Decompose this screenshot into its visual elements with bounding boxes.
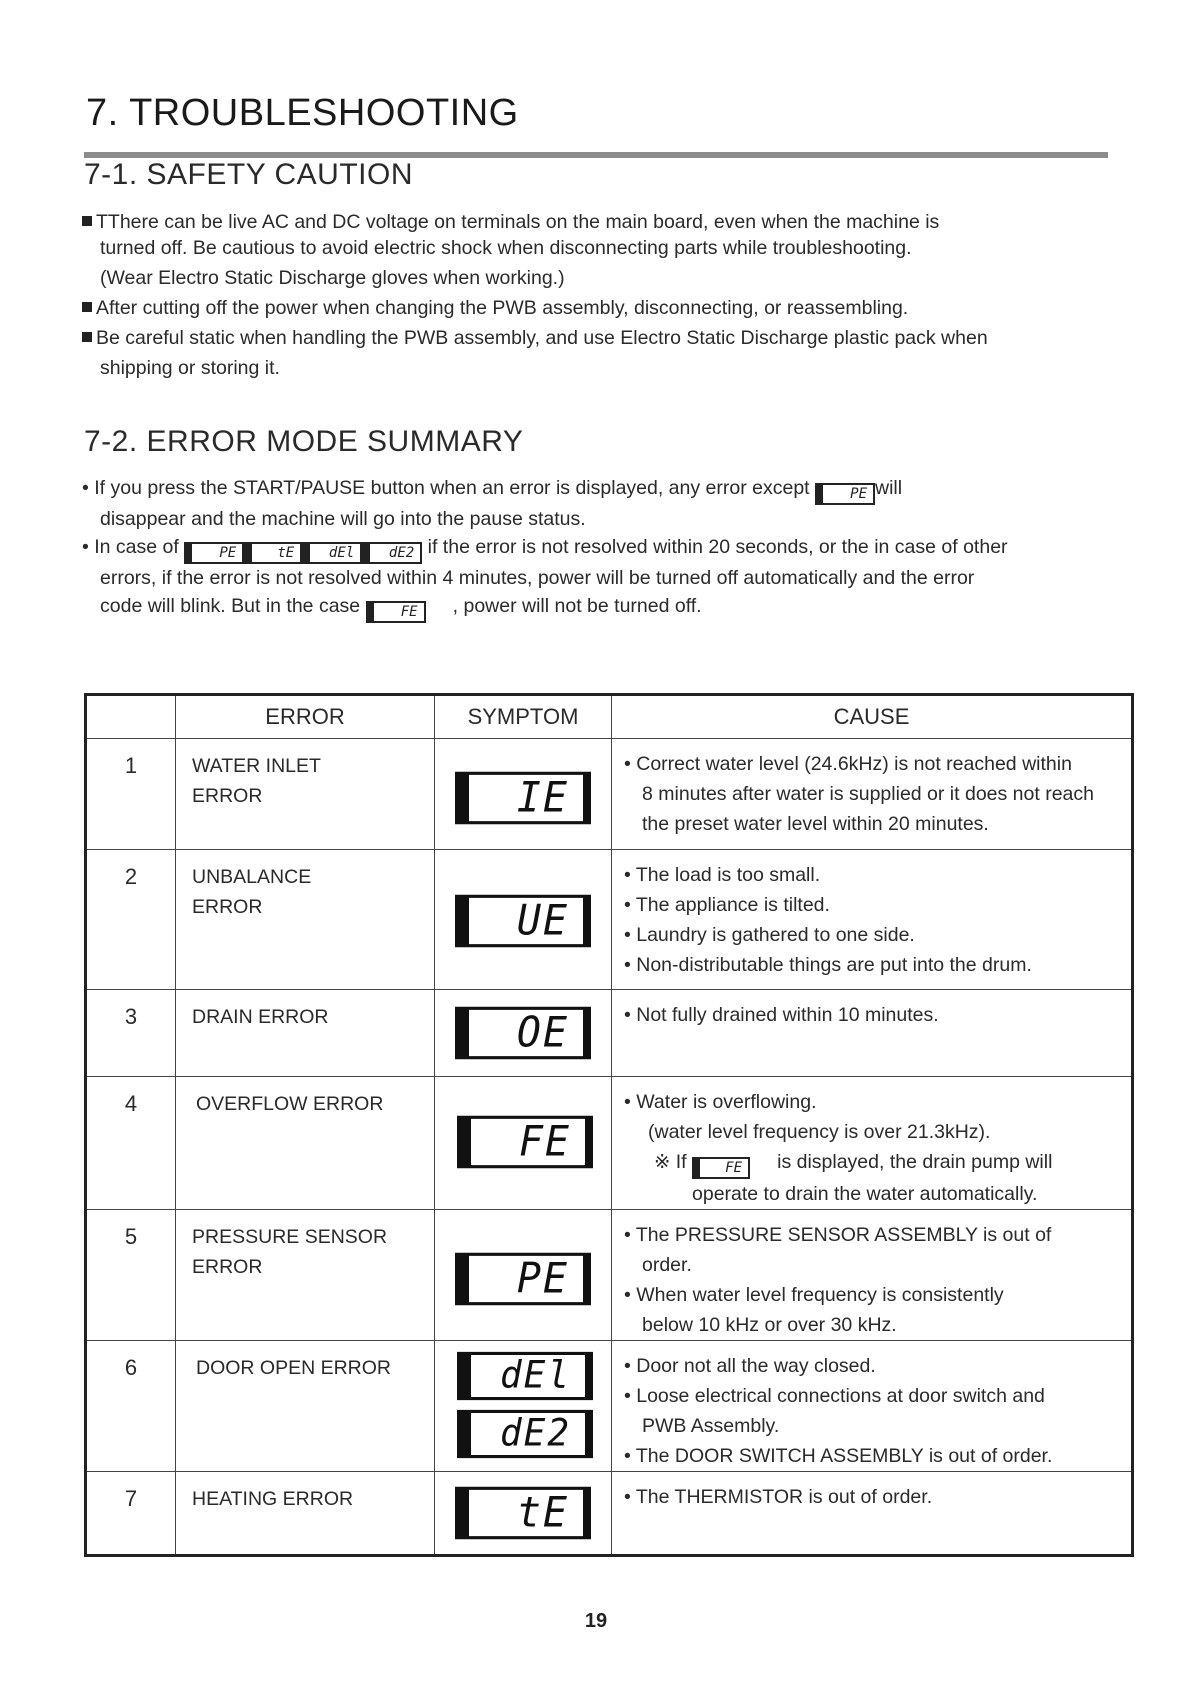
symptom-cell (435, 1341, 612, 1472)
summary-text (82, 474, 1182, 623)
table-row (86, 1472, 1133, 1556)
table-row (86, 739, 1133, 850)
safety-caution-text (82, 207, 1182, 383)
symptom-cell (435, 990, 612, 1077)
table-row (86, 1077, 1133, 1210)
cause-cell: • The PRESSURE SENSOR ASSEMBLY is out of order. • When water level frequency is consistently below 10 kHz or over 30 kHz. (612, 1210, 1133, 1341)
summary-line-4: errors, if the error is not resolved within 4 minutes, power will be turned off automatically and the error (100, 567, 975, 589)
header-cause: CAUSE (612, 695, 1133, 739)
pe-code-inline: PE (184, 542, 244, 564)
symptom-cell (435, 850, 612, 990)
symptom-cell (435, 1210, 612, 1341)
error-name: DRAIN ERROR (176, 990, 435, 1077)
summary-line-5: code will blink. But in the case FE , power will not be turned off. (82, 592, 1182, 623)
table-row (86, 1341, 1133, 1472)
lcd-display: OE (455, 1007, 591, 1060)
section-title: 7. TROUBLESHOOTING (86, 92, 519, 134)
row-number: 1 (86, 739, 176, 850)
row-number: 3 (86, 990, 176, 1077)
header-error: ERROR (176, 695, 435, 739)
square-bullet-icon (82, 302, 92, 312)
summary-line-1: • If you press the START/PAUSE button when an error is displayed, any error except PE will (82, 474, 1182, 505)
table-row (86, 990, 1133, 1077)
symptom-cell (435, 1077, 612, 1210)
safety-line-2: turned off. Be cautious to avoid electric shock when disconnecting parts while troubleshooting. (100, 237, 912, 259)
row-number: 4 (86, 1077, 176, 1210)
square-bullet-icon (82, 216, 92, 226)
row-number: 5 (86, 1210, 176, 1341)
table-row (86, 1210, 1133, 1341)
de1-code-inline: dEl (302, 542, 362, 564)
de2-code-inline: dE2 (362, 542, 422, 564)
table-row (86, 850, 1133, 990)
cause-cell: • The THERMISTOR is out of order. (612, 1472, 1133, 1556)
symptom-cell (435, 739, 612, 850)
safety-line-5: Be careful static when handling the PWB assembly, and use Electro Static Discharge plastic pack when (82, 323, 1182, 353)
square-bullet-icon (82, 332, 92, 342)
summary-heading: 7-2. ERROR MODE SUMMARY (84, 425, 524, 458)
cause-cell: • Not fully drained within 10 minutes. (612, 990, 1133, 1077)
row-number: 6 (86, 1341, 176, 1472)
lcd-display: PE (455, 1253, 591, 1306)
safety-line-1: TThere can be live AC and DC voltage on terminals on the main board, even when the machine is (82, 207, 1182, 237)
header-num (86, 695, 176, 739)
error-name: DOOR OPEN ERROR (176, 1341, 435, 1472)
lcd-display: IE (455, 772, 591, 825)
error-name: PRESSURE SENSOR ERROR (176, 1210, 435, 1341)
pe-code-inline: PE (815, 483, 875, 505)
page-number: 19 (584, 1610, 608, 1632)
lcd-display: UE (455, 895, 591, 948)
summary-line-3: • In case of PE tE dEl dE2 if the error is not resolved within 20 seconds, or the in case of other (82, 533, 1182, 564)
cause-cell: • The load is too small. • The appliance is tilted. • Laundry is gathered to one side. • Non-distributable things are put into the drum. (612, 850, 1133, 990)
symptom-cell (435, 1472, 612, 1556)
row-number: 7 (86, 1472, 176, 1556)
safety-line-6: shipping or storing it. (100, 357, 280, 379)
header-symptom: SYMPTOM (435, 695, 612, 739)
error-name: WATER INLET ERROR (176, 739, 435, 850)
cause-cell: • Correct water level (24.6kHz) is not reached within 8 minutes after water is supplied or it does not reach the preset water level within 20 minutes. (612, 739, 1133, 850)
error-mode-table (84, 693, 1134, 1557)
fe-note: ※ If FE is displayed, the drain pump will (624, 1147, 1121, 1179)
lcd-display: FE (457, 1116, 593, 1169)
summary-line-2: disappear and the machine will go into the pause status. (100, 508, 586, 530)
fe-code-inline: FE (366, 601, 426, 623)
te-code-inline: tE (244, 542, 302, 564)
table-header-row (86, 695, 1133, 739)
cause-cell: • Door not all the way closed. • Loose electrical connections at door switch and PWB Assembly. • The DOOR SWITCH ASSEMBLY is out of order. (612, 1341, 1133, 1472)
safety-line-3: (Wear Electro Static Discharge gloves when working.) (100, 267, 565, 289)
safety-heading: 7-1. SAFETY CAUTION (84, 158, 414, 191)
lcd-display: tE (455, 1487, 591, 1540)
lcd-display-de1: dEl (457, 1352, 593, 1400)
lcd-display-de2: dE2 (457, 1410, 593, 1458)
error-name: UNBALANCE ERROR (176, 850, 435, 990)
error-name: HEATING ERROR (176, 1472, 435, 1556)
fe-code-inline: FE (692, 1157, 750, 1179)
error-name: OVERFLOW ERROR (176, 1077, 435, 1210)
row-number: 2 (86, 850, 176, 990)
safety-line-4: After cutting off the power when changing the PWB assembly, disconnecting, or reassembling. (82, 293, 1182, 323)
cause-cell: • Water is overflowing. (water level frequency is over 21.3kHz). ※ If FE is displayed, the drain pump will operate to drain the water automatically. (612, 1077, 1133, 1210)
